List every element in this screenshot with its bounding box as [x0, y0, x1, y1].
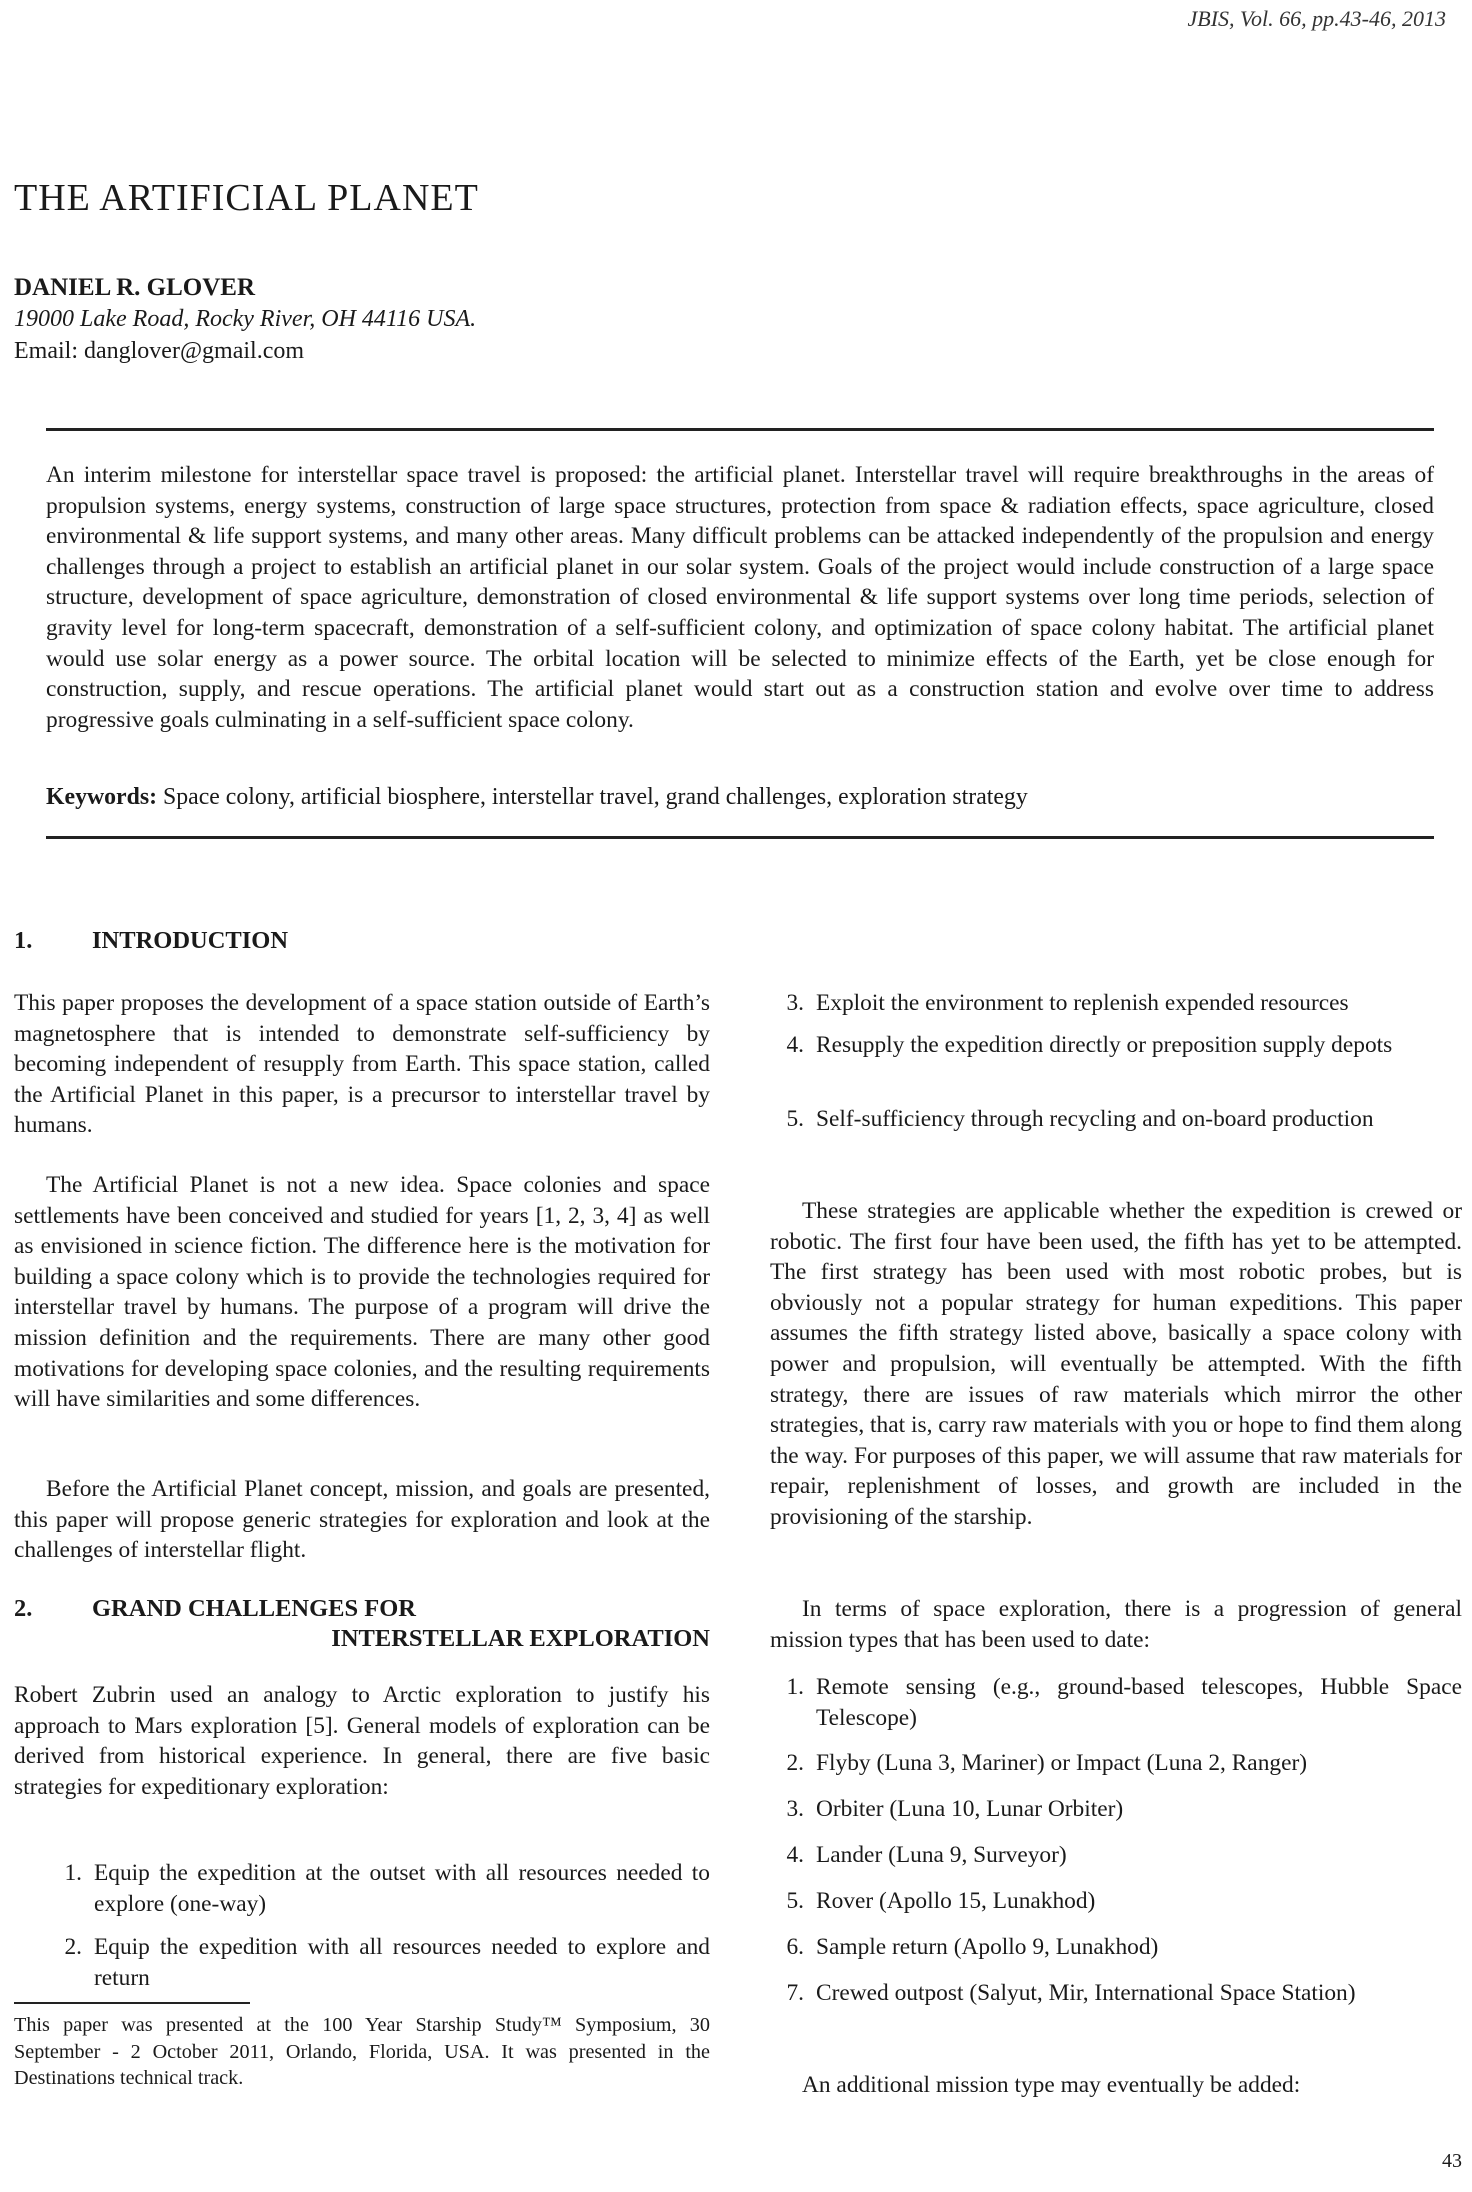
list-item-number: 3. — [786, 990, 804, 1016]
right-paragraph-1: These strategies are applicable whether the expedition is crewed or robotic. The first four have been used, the fifth has yet to be attempted. The first strategy has been used with most robotic probes, but is obviously not a popular strategy for human expeditions. This paper assumes the fifth strategy listed above, basically a space colony with power and propulsion, will eventually be attempted. With the fifth strategy, there are issues of raw materials which mirror the other strategies, that is, carry raw materials with you or hope to find them along the way. For purposes of this paper, we will assume that raw materials for repair, replenishment of losses, and growth are included in the provisioning of the starship. — [770, 1198, 1462, 1530]
list-item-number: 7. — [786, 1980, 804, 2006]
list-item-number: 5. — [786, 1888, 804, 1914]
list-item — [770, 1672, 1462, 1733]
list-item — [48, 1932, 710, 1993]
section-2-title-line-2: INTERSTELLAR EXPLORATION — [331, 1625, 710, 1652]
section-2-number: 2. — [14, 1595, 33, 1622]
right-paragraph-3: An additional mission type may eventually be added: — [802, 2072, 1301, 2098]
list-item-number: 4. — [786, 1842, 804, 1868]
list-item-number: 6. — [786, 1934, 804, 1960]
intro-paragraph-3: Before the Artificial Planet concept, mission, and goals are presented, this paper will propose generic strategies for exploration and look at the challenges of interstellar flight. — [14, 1476, 710, 1564]
list-item-number: 4. — [786, 1032, 804, 1058]
intro-paragraph-2: The Artificial Planet is not a new idea. Space colonies and space settlements have been conceived and studied for years [1, 2, 3, 4] as well as envisioned in science fiction. The difference here is the motivation for building a space colony which is to provide the technologies required for interstellar travel by humans. The purpose of a program will drive the mission definition and the requirements. There are many other good motivations for developing space colonies, and the resulting requirements will have similarities and some differences. — [14, 1172, 710, 1413]
list-item — [770, 1886, 1462, 1917]
page-number: 43 — [1442, 2150, 1462, 2172]
left-column — [14, 926, 710, 957]
section-1-title: INTRODUCTION — [92, 927, 289, 954]
list-item — [770, 988, 1462, 1019]
footnote-rule — [14, 2002, 250, 2004]
keywords-label: Keywords: — [46, 784, 158, 810]
list-item-text: Equip the expedition with all resources needed to explore and return — [94, 1934, 710, 1991]
author-email: Email: danglover@gmail.com — [14, 338, 305, 364]
list-item-text: Sample return (Apollo 9, Lunakhod) — [816, 1934, 1159, 1960]
section-1-number: 1. — [14, 927, 33, 954]
abstract-top-rule — [46, 428, 1434, 431]
list-item — [770, 1978, 1462, 2009]
section-1-heading — [14, 926, 710, 957]
abstract: An interim milestone for interstellar space travel is proposed: the artificial planet. Interstellar travel will require breakthroughs in the areas of propulsion systems, energy systems, construction of large space structures, protection from space & radiation effects, space agriculture, closed environmental & life support systems, and many other areas. Many difficult problems can be attacked independently of the propulsion and energy challenges through a project to establish an artificial planet in our solar system. Goals of the project would include construction of a large space structure, development of space agriculture, demonstration of closed environmental & life support systems over long time periods, selection of gravity level for long-term spacecraft, demonstration of a self-sufficient colony, and optimization of space colony habitat. The artificial planet would use solar energy as a power source. The orbital location will be selected to minimize effects of the Earth, yet be close enough for construction, supply, and rescue operations. The artificial planet would start out as a construction station and evolve over time to address progressive goals culminating in a self-sufficient space colony. — [46, 462, 1434, 733]
journal-reference: JBIS, Vol. 66, pp.43-46, 2013 — [1187, 6, 1446, 31]
list-item — [770, 1030, 1462, 1061]
list-item-number: 3. — [786, 1796, 804, 1822]
right-paragraph-2: In terms of space exploration, there is a progression of general mission types that has been used to date: — [770, 1596, 1462, 1653]
list-item-number: 1. — [786, 1674, 804, 1700]
list-item-text: Equip the expedition at the outset with all resources needed to explore (one-way) — [94, 1860, 710, 1917]
list-item-text: Orbiter (Luna 10, Lunar Orbiter) — [816, 1796, 1124, 1822]
list-item-text: Self-sufficiency through recycling and on-board production — [816, 1106, 1374, 1132]
list-item-number: 2. — [64, 1934, 82, 1960]
list-item-text: Exploit the environment to replenish expended resources — [816, 990, 1349, 1016]
section-2-title-line-1: GRAND CHALLENGES FOR — [92, 1595, 416, 1622]
list-item-text: Resupply the expedition directly or preposition supply depots — [816, 1032, 1393, 1058]
list-item-number: 5. — [786, 1106, 804, 1132]
author-name: DANIEL R. GLOVER — [14, 274, 256, 301]
author-address: 19000 Lake Road, Rocky River, OH 44116 USA. — [14, 306, 477, 332]
list-item-text: Rover (Apollo 15, Lunakhod) — [816, 1888, 1096, 1914]
list-item-text: Lander (Luna 9, Surveyor) — [816, 1842, 1067, 1868]
section-2-paragraph: Robert Zubrin used an analogy to Arctic exploration to justify his approach to Mars exploration [5]. General models of exploration can be derived from historical experience. In general, there are five basic strategies for expeditionary exploration: — [14, 1682, 710, 1800]
keywords-text: Space colony, artificial biosphere, interstellar travel, grand challenges, exploration strategy — [163, 784, 1028, 810]
section-2-heading — [14, 1594, 710, 1654]
list-item-number: 2. — [786, 1750, 804, 1776]
list-item — [770, 1840, 1462, 1871]
list-item — [770, 1104, 1462, 1135]
list-item-number: 1. — [64, 1860, 82, 1886]
paper-title: THE ARTIFICIAL PLANET — [14, 177, 479, 219]
intro-paragraph-1: This paper proposes the development of a space station outside of Earth’s magnetosphere that is intended to demonstrate self-sufficiency by becoming independent of resupply from Earth. This space station, called the Artificial Planet in this paper, is a precursor to interstellar travel by humans. — [14, 990, 710, 1139]
footnote: This paper was presented at the 100 Year Starship Study™ Symposium, 30 September - 2 October 2011, Orlando, Florida, USA. It was presented in the Destinations technical track. — [14, 2014, 710, 2089]
list-item — [770, 1932, 1462, 1963]
keywords — [46, 782, 1434, 812]
abstract-bottom-rule — [46, 836, 1434, 839]
list-item — [48, 1858, 710, 1919]
list-item-text: Crewed outpost (Salyut, Mir, International Space Station) — [816, 1980, 1356, 2006]
list-item — [770, 1748, 1462, 1779]
list-item — [770, 1794, 1462, 1825]
list-item-text: Flyby (Luna 3, Mariner) or Impact (Luna 2, Ranger) — [816, 1750, 1308, 1776]
list-item-text: Remote sensing (e.g., ground-based telescopes, Hubble Space Telescope) — [816, 1674, 1462, 1731]
